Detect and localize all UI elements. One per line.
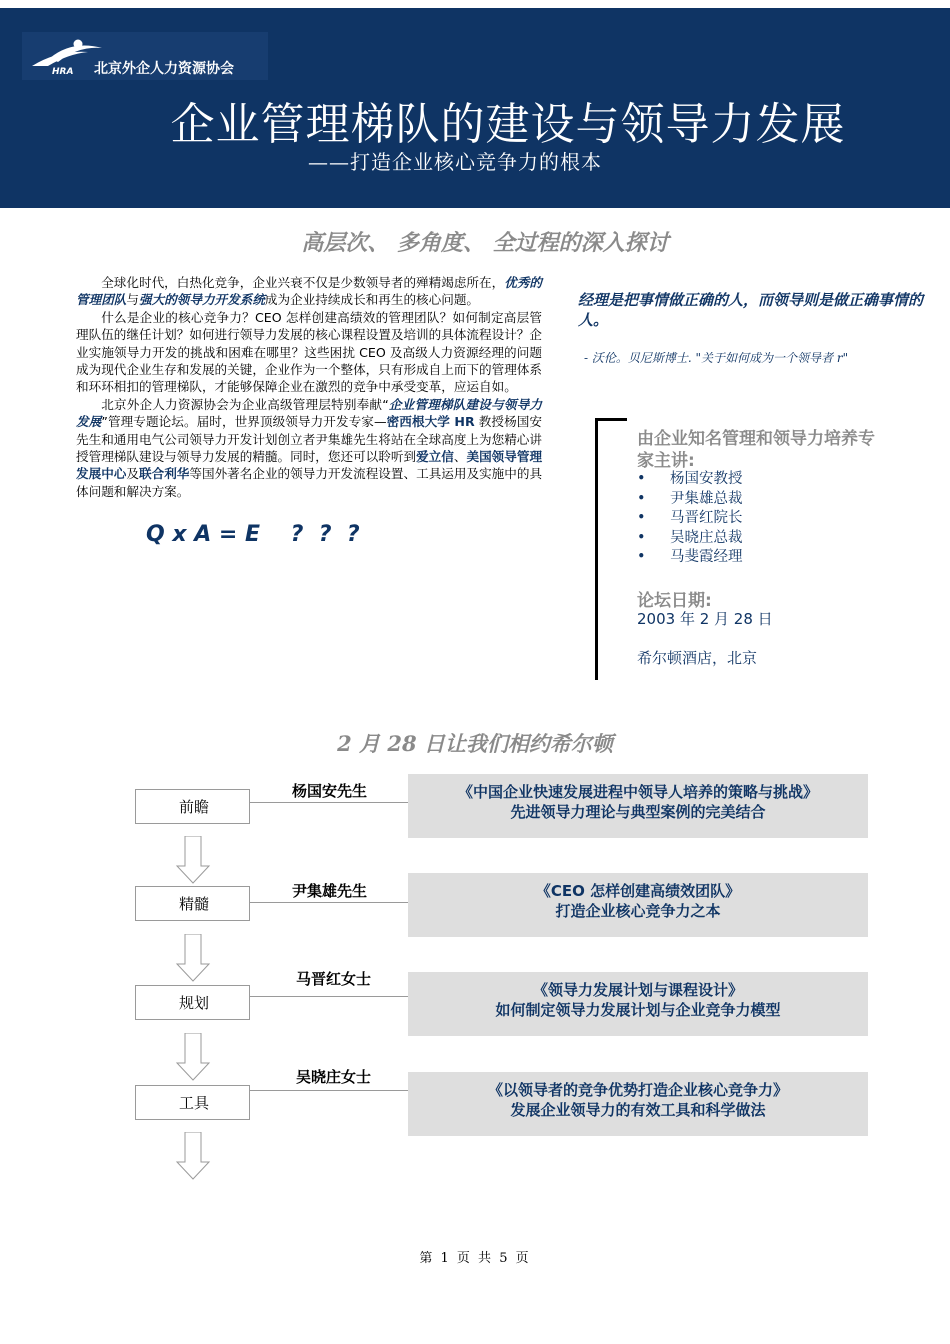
leadership-quote: 经理是把事情做正确的人，而领导则是做正确事情的人。 — [578, 291, 924, 329]
hra-logo-letters: HRA — [52, 67, 74, 76]
speaker-name: 吴晓庄女士 — [296, 1068, 372, 1086]
list-item: • 吴晓庄总裁 — [637, 529, 743, 549]
stage-box: 规划 — [135, 985, 250, 1020]
topic-box — [408, 1072, 868, 1136]
formula: Q x A = E ? ? ? — [146, 522, 360, 547]
stage-box: 工具 — [135, 1085, 250, 1120]
flow-arrow-icon — [175, 1132, 211, 1180]
list-item: • 杨国安教授 — [637, 470, 743, 490]
topic-subtitle: 如何制定领导力发展计划与企业竞争力模型 — [495, 1001, 781, 1019]
page-subtitle: ——打造企业核心竞争力的根本 — [308, 150, 602, 174]
stage-box: 前瞻 — [135, 789, 250, 824]
bullet-icon: • — [637, 490, 646, 507]
page-title: 企业管理梯队的建设与领导力发展 — [170, 99, 846, 150]
topic-box — [408, 774, 868, 838]
flow-arrow-icon — [175, 1033, 211, 1081]
speaker-name: 尹集雄先生 — [292, 882, 368, 900]
forum-venue: 希尔顿酒店，北京 — [637, 649, 758, 667]
topic-subtitle: 先进领导力理论与典型案例的完美结合 — [510, 803, 766, 821]
list-item: • 马斐霞经理 — [637, 548, 743, 568]
tagline: 高层次、 多角度、 全过程的深入探讨 — [301, 231, 669, 256]
topic-title: 《中国企业快速发展进程中领导人培养的策略与挑战》 — [457, 783, 818, 801]
page-number: 第 1 页 共 5 页 — [419, 1251, 531, 1266]
intro-text — [76, 274, 542, 500]
topic-box — [408, 873, 868, 937]
topic-subtitle: 发展企业领导力的有效工具和科学做法 — [510, 1101, 766, 1119]
list-item: • 马晋红院长 — [637, 509, 743, 529]
list-item: • 尹集雄总裁 — [637, 490, 743, 510]
topic-box — [408, 972, 868, 1036]
flow-arrow-icon — [175, 934, 211, 982]
intro-paragraph-1: 全球化时代，白热化竞争，企业兴衰不仅是少数领导者的殚精竭虑所在，优秀的管理团队与强大的领导力开发系统成为企业持续成长和再生的核心问题。 — [76, 275, 543, 308]
speakers-list — [637, 470, 743, 568]
bullet-icon: • — [637, 549, 646, 565]
quote-source: - 沃伦。贝尼斯博士. "关于如何成为一个领导者 r" — [584, 351, 849, 365]
topic-title: 《CEO 怎样创建高绩效团队》 — [535, 882, 741, 900]
header-banner — [0, 8, 950, 208]
speakers-bracket-top — [595, 418, 627, 421]
meet-title: 2 月 28 日让我们相约希尔顿 — [337, 731, 613, 756]
connector-line — [250, 902, 408, 903]
flow-arrow-icon — [175, 836, 211, 884]
speakers-bracket — [595, 418, 598, 680]
topic-title: 《领导力发展计划与课程设计》 — [532, 981, 743, 999]
bullet-icon: • — [637, 510, 646, 526]
bullet-icon: • — [637, 471, 646, 487]
connector-line — [250, 802, 408, 803]
bullet-icon: • — [637, 529, 646, 546]
topic-subtitle: 打造企业核心竞争力之本 — [555, 902, 721, 920]
topic-title: 《以领导者的竞争优势打造企业核心竞争力》 — [487, 1081, 788, 1099]
speakers-heading: 由企业知名管理和领导力培养专家主讲: — [637, 429, 875, 471]
org-name: 北京外企人力资源协会 — [94, 61, 234, 77]
speaker-name: 马晋红女士 — [296, 970, 372, 988]
stage-box: 精髓 — [135, 886, 250, 921]
connector-line — [250, 996, 408, 997]
forum-date: 2003 年 2 月 28 日 — [637, 610, 773, 628]
connector-line — [250, 1090, 408, 1091]
intro-paragraph-2: 什么是企业的核心竞争力？CEO 怎样创建高绩效的管理团队？如何制定高层管理队伍的继任计划？如何进行领导力发展的核心课程设置及培训的具体流程设计？企业实施领导力开发的挑战和困难在哪里？这些困扰 CEO 及高级人力资源经理的问题成为现代企业生存和发展的关键，企业作为一个整体，只有形成自上而下的管理体系和环环相扣的管理梯队，才能够保障企业在激烈的竞争中承受变革，应运自如。 — [76, 309, 542, 395]
speaker-name: 杨国安先生 — [292, 782, 368, 800]
forum-date-label: 论坛日期: — [637, 591, 712, 611]
intro-paragraph-3: 北京外企人力资源协会为企业高级管理层特别奉献“企业管理梯队建设与领导力发展”管理专题论坛。届时，世界顶级领导力开发专家—密西根大学 HR 教授杨国安先生和通用电气公司领导力开发计划创立者尹集雄先生将站在全球高度上为您精心讲授管理梯队建设与领导力发展的精髓。同时，您还可以聆听到爱立信、美国领导管理发展中心及联合利华等国外著名企业的领导力开发流程设置、工具运用及实施中的具体问题和解决方案。 — [76, 396, 543, 499]
hra-logo — [22, 32, 268, 80]
